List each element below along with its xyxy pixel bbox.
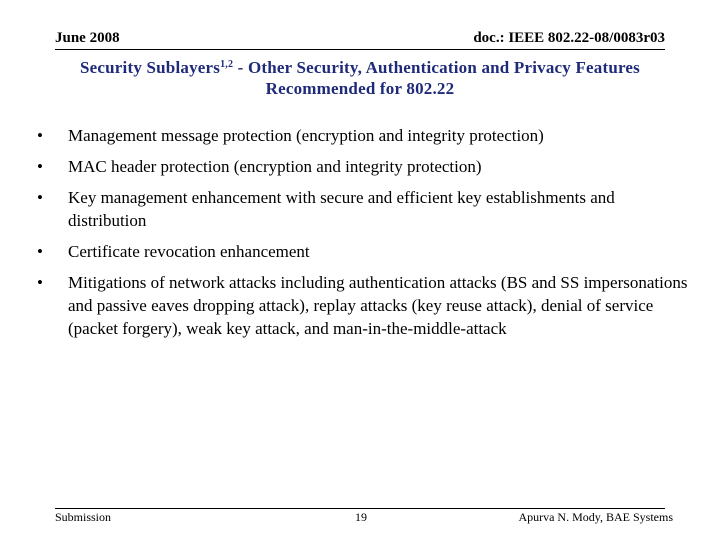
title-superscript: 1,2 bbox=[220, 59, 234, 70]
title-line2: Recommended for 802.22 bbox=[265, 79, 455, 98]
bullet-text: Mitigations of network attacks including authentication attacks (BS and SS impersonations and passive eaves dropping attack), replay attacks (key reuse attack), denial of service (packet forgery), weak key attack, and man-in-the-middle-attack bbox=[68, 273, 688, 338]
bullet-item bbox=[30, 271, 690, 340]
header-date: June 2008 bbox=[55, 30, 120, 46]
bullet-list bbox=[30, 124, 690, 348]
footer-divider bbox=[55, 508, 665, 509]
bullet-text: Management message protection (encryption and integrity protection) bbox=[68, 126, 544, 145]
header-divider bbox=[55, 49, 665, 50]
bullet-item bbox=[30, 124, 690, 147]
bullet-text: Certificate revocation enhancement bbox=[68, 242, 310, 261]
bullet-dot-icon: • bbox=[37, 126, 43, 145]
bullet-item bbox=[30, 240, 690, 263]
footer-submission: Submission bbox=[55, 510, 112, 524]
bullet-text: Key management enhancement with secure and efficient key establishments and distribution bbox=[68, 188, 615, 230]
bullet-dot-icon: • bbox=[37, 157, 43, 176]
slide-title bbox=[20, 57, 700, 99]
header-doc-id: doc.: IEEE 802.22-08/0083r03 bbox=[473, 30, 665, 46]
bullet-dot-icon: • bbox=[37, 242, 43, 261]
title-suffix: - Other Security, Authentication and Privacy Features bbox=[233, 58, 640, 77]
bullet-text: MAC header protection (encryption and integrity protection) bbox=[68, 157, 482, 176]
bullet-dot-icon: • bbox=[37, 188, 43, 207]
title-prefix: Security Sublayers bbox=[80, 58, 221, 77]
bullet-item bbox=[30, 155, 690, 178]
bullet-dot-icon: • bbox=[37, 273, 43, 292]
bullet-item bbox=[30, 186, 690, 232]
footer-author: Apurva N. Mody, BAE Systems bbox=[518, 510, 673, 524]
footer-page-number: 19 bbox=[355, 510, 367, 524]
